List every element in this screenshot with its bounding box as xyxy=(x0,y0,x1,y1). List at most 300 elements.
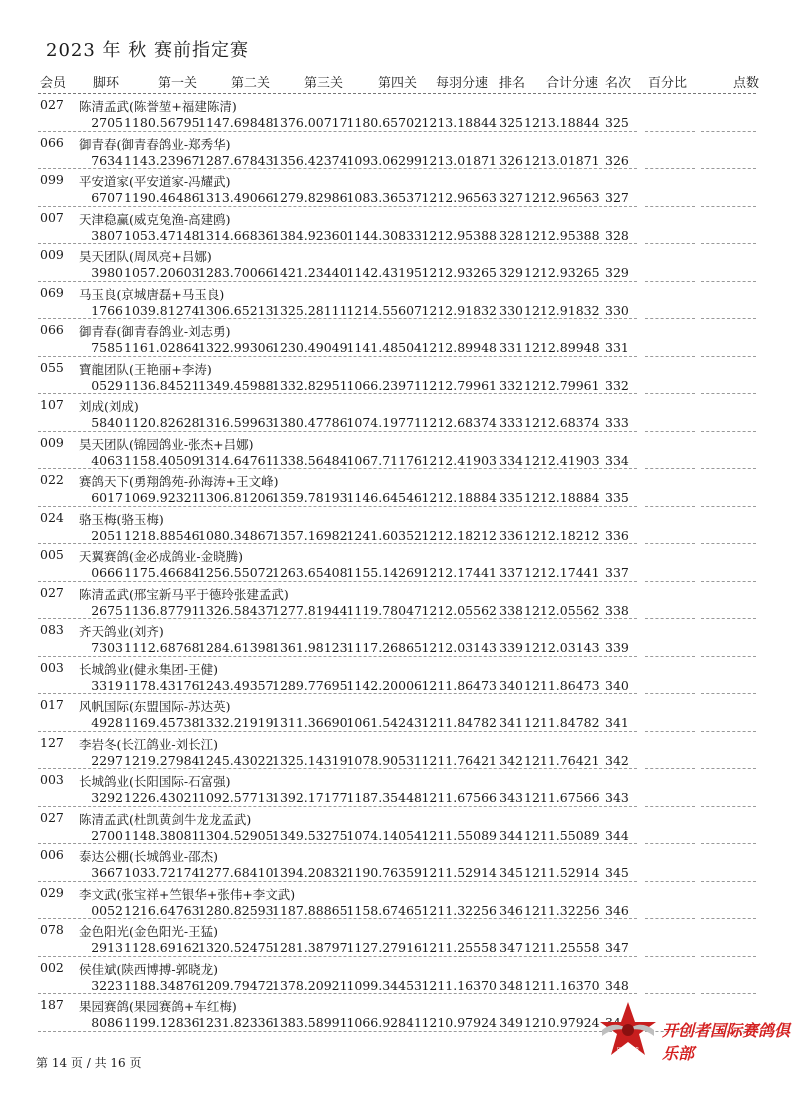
stage2-speed: 1280.82593 xyxy=(198,902,274,918)
table-row xyxy=(0,319,800,357)
ring-number: 2297 xyxy=(91,752,123,768)
page-footer: 第 14 页 / 共 16 页 xyxy=(36,1056,142,1070)
stage4-speed: 1117.26865 xyxy=(346,640,422,655)
header-member: 会员 xyxy=(40,76,67,91)
entrant-name: 骆玉梅(骆玉梅) xyxy=(79,511,164,527)
header-rank: 排名 xyxy=(499,76,526,91)
entrant-name: 马玉良(京城唐磊+马玉良) xyxy=(79,286,225,302)
stage4-speed: 1214.55607 xyxy=(346,302,422,318)
stage3-speed: 1376.00717 xyxy=(272,115,348,130)
table-row xyxy=(0,582,800,620)
stage3-speed: 1356.42374 xyxy=(272,152,348,168)
table-row xyxy=(0,282,800,320)
entrant-name: 泰达公棚(长城鸽业-邵杰) xyxy=(79,849,218,864)
member-id: 066 xyxy=(40,134,64,150)
total-speed: 1211.52914 xyxy=(524,865,600,880)
stage1-speed: 1180.56795 xyxy=(124,115,200,130)
ring-number: 3319 xyxy=(91,677,123,693)
stage1-speed: 1136.87791 xyxy=(124,602,200,618)
stage4-speed: 1158.67465 xyxy=(346,902,422,918)
table-row xyxy=(0,244,800,282)
stage3-speed: 1281.38797 xyxy=(272,940,348,955)
stage1-speed: 1143.23967 xyxy=(124,152,200,168)
stage2-speed: 1349.45988 xyxy=(198,377,274,393)
stage1-speed: 1161.02864 xyxy=(124,340,200,355)
stage2-speed: 1243.49357 xyxy=(198,677,274,693)
stage2-speed: 1092.57713 xyxy=(198,790,274,805)
entrant-name: 风帆国际(东盟国际-苏达英) xyxy=(79,699,231,714)
stage4-speed: 1119.78047 xyxy=(346,602,422,618)
stage1-speed: 1069.92321 xyxy=(124,490,200,505)
stage4-speed: 1061.54243 xyxy=(346,715,422,730)
avg-speed: 1210.97924 xyxy=(421,1015,497,1030)
rank: 326 xyxy=(499,152,523,168)
member-id: 009 xyxy=(40,247,64,262)
stage2-speed: 1304.52905 xyxy=(198,827,274,843)
rank: 328 xyxy=(499,227,523,243)
entrant-name: 赛鸽天下(勇翔鸽苑-孙海涛+王文峰) xyxy=(79,474,279,489)
avg-speed: 1212.68374 xyxy=(421,415,497,430)
stage3-speed: 1338.56484 xyxy=(272,452,348,468)
rank: 348 xyxy=(499,977,523,993)
total-speed: 1212.96563 xyxy=(524,190,600,205)
total-speed: 1211.25558 xyxy=(524,940,600,955)
stage4-speed: 1067.71176 xyxy=(346,452,422,468)
member-id: 024 xyxy=(40,509,64,525)
member-id: 083 xyxy=(40,622,64,637)
ring-number: 4928 xyxy=(91,715,123,730)
total-speed: 1212.95388 xyxy=(524,227,600,243)
stage1-speed: 1199.12836 xyxy=(124,1015,200,1030)
rank: 337 xyxy=(499,565,523,580)
stage4-speed: 1142.43195 xyxy=(346,265,422,280)
table-row xyxy=(0,394,800,432)
ring-number: 1766 xyxy=(91,302,123,318)
total-speed: 1212.68374 xyxy=(524,415,600,430)
stage3-speed: 1230.49049 xyxy=(272,340,348,355)
total-speed: 1212.91832 xyxy=(524,302,600,318)
stage1-speed: 1178.43176 xyxy=(124,677,200,693)
place: 338 xyxy=(605,602,629,618)
table-row xyxy=(0,619,800,657)
place: 335 xyxy=(605,490,629,505)
table-row xyxy=(0,694,800,732)
member-id: 027 xyxy=(40,809,64,825)
stage2-speed: 1283.70066 xyxy=(198,265,274,280)
stage3-speed: 1349.53275 xyxy=(272,827,348,843)
rank: 339 xyxy=(499,640,523,655)
avg-speed: 1211.84782 xyxy=(421,715,497,730)
rank: 344 xyxy=(499,827,523,843)
place: 329 xyxy=(605,265,629,280)
stage2-speed: 1080.34867 xyxy=(198,527,274,543)
stage2-speed: 1287.67843 xyxy=(198,152,274,168)
total-speed: 1211.76421 xyxy=(524,752,600,768)
avg-speed: 1212.17441 xyxy=(421,565,497,580)
place: 334 xyxy=(605,452,629,468)
member-id: 107 xyxy=(40,397,64,412)
stage2-speed: 1332.21919 xyxy=(198,715,274,730)
stage2-speed: 1277.68410 xyxy=(198,865,274,880)
place: 332 xyxy=(605,377,629,393)
avg-speed: 1211.55089 xyxy=(421,827,497,843)
stage1-speed: 1188.34876 xyxy=(124,977,200,993)
table-row xyxy=(0,169,800,207)
member-id: 069 xyxy=(40,284,64,300)
entrant-name: 陈清孟武(陈誉堃+福建陈清) xyxy=(79,99,237,114)
ring-number: 3223 xyxy=(91,977,123,993)
stage2-speed: 1231.82336 xyxy=(198,1015,274,1030)
table-row xyxy=(0,882,800,920)
avg-speed: 1212.91832 xyxy=(421,302,497,318)
avg-speed: 1211.67566 xyxy=(421,790,497,805)
member-id: 022 xyxy=(40,472,64,487)
entrant-name: 陈清孟武(杜凯黄剑牛龙龙孟武) xyxy=(79,811,252,827)
stage4-speed: 1187.35448 xyxy=(346,790,422,805)
header-total-speed: 合计分速 xyxy=(546,76,599,91)
ring-number: 0052 xyxy=(91,902,123,918)
table-row xyxy=(0,432,800,470)
stage3-speed: 1325.28111 xyxy=(272,302,348,318)
stage3-speed: 1359.78193 xyxy=(272,490,348,505)
total-speed: 1212.05562 xyxy=(524,602,600,618)
entrant-name: 李文武(张宝祥+竺银华+张伟+李文武) xyxy=(79,886,296,902)
rank: 346 xyxy=(499,902,523,918)
rank: 343 xyxy=(499,790,523,805)
avg-speed: 1213.01871 xyxy=(421,152,497,168)
header-stage1: 第一关 xyxy=(158,76,198,91)
stage4-speed: 1093.06299 xyxy=(346,152,422,168)
ring-number: 3667 xyxy=(91,865,123,880)
avg-speed: 1211.25558 xyxy=(421,940,497,955)
avg-speed: 1211.86473 xyxy=(421,677,497,693)
member-id: 099 xyxy=(40,172,64,187)
stage3-speed: 1263.65408 xyxy=(272,565,348,580)
entrant-name: 金色阳光(金色阳光-王猛) xyxy=(79,924,218,939)
place: 341 xyxy=(605,715,629,730)
place: 327 xyxy=(605,190,629,205)
stage3-speed: 1277.81944 xyxy=(272,602,348,618)
header-percent: 百分比 xyxy=(648,76,688,91)
stage2-speed: 1314.66836 xyxy=(198,227,274,243)
stage4-speed: 1141.48504 xyxy=(346,340,422,355)
avg-speed: 1211.32256 xyxy=(421,902,497,918)
header-points: 点数 xyxy=(733,76,760,91)
stage4-speed: 1074.19771 xyxy=(346,415,422,430)
stage3-speed: 1279.82986 xyxy=(272,190,348,205)
rank: 340 xyxy=(499,677,523,693)
stage1-speed: 1226.43021 xyxy=(124,790,200,805)
place: 346 xyxy=(605,902,629,918)
stage1-speed: 1120.82628 xyxy=(124,415,200,430)
stage2-speed: 1314.64761 xyxy=(198,452,274,468)
rank: 334 xyxy=(499,452,523,468)
place: 348 xyxy=(605,977,629,993)
stage2-speed: 1147.69848 xyxy=(198,115,274,130)
rank: 347 xyxy=(499,940,523,955)
place: 345 xyxy=(605,865,629,880)
total-speed: 1212.18884 xyxy=(524,490,600,505)
header-place: 名次 xyxy=(605,76,632,91)
member-id: 003 xyxy=(40,659,64,675)
total-speed: 1212.18212 xyxy=(524,527,600,543)
member-id: 127 xyxy=(40,734,64,750)
stage3-speed: 1421.23440 xyxy=(272,265,348,280)
header-speed: 每羽分速 xyxy=(436,76,489,91)
stage1-speed: 1190.46486 xyxy=(124,190,200,205)
member-id: 066 xyxy=(40,322,64,337)
table-header xyxy=(0,72,800,92)
stage1-speed: 1148.38081 xyxy=(124,827,200,843)
rank: 349 xyxy=(499,1015,523,1030)
stage1-speed: 1112.68768 xyxy=(124,640,200,655)
ring-number: 0529 xyxy=(91,377,123,393)
rank: 335 xyxy=(499,490,523,505)
stage3-speed: 1311.36690 xyxy=(272,715,348,730)
entrant-name: 昊天团队(锦园鸽业-张杰+吕娜) xyxy=(79,436,254,452)
stage2-speed: 1316.59963 xyxy=(198,415,274,430)
stage4-speed: 1066.23971 xyxy=(346,377,422,393)
place: 340 xyxy=(605,677,629,693)
total-speed: 1212.41903 xyxy=(524,452,600,468)
place: 326 xyxy=(605,152,629,168)
stage4-speed: 1066.92841 xyxy=(346,1015,422,1030)
place: 337 xyxy=(605,565,629,580)
member-id: 055 xyxy=(40,359,64,375)
stage1-speed: 1136.84521 xyxy=(124,377,200,393)
member-id: 187 xyxy=(40,997,64,1012)
rank: 338 xyxy=(499,602,523,618)
entrant-name: 长城鸽业(长阳国际-石富强) xyxy=(79,774,231,789)
total-speed: 1211.55089 xyxy=(524,827,600,843)
entrant-name: 刘成(刘成) xyxy=(79,399,139,414)
stage3-speed: 1384.92360 xyxy=(272,227,348,243)
table-row xyxy=(0,357,800,395)
stage4-speed: 1083.36537 xyxy=(346,190,422,205)
place: 344 xyxy=(605,827,629,843)
stage4-speed: 1142.20006 xyxy=(346,677,422,693)
total-speed: 1211.84782 xyxy=(524,715,600,730)
page-title: 2023 年 秋 赛前指定赛 xyxy=(46,40,249,61)
table-row xyxy=(0,657,800,695)
place: 342 xyxy=(605,752,629,768)
stage4-speed: 1127.27916 xyxy=(346,940,422,955)
stage3-speed: 1332.82951 xyxy=(272,377,348,393)
table-row xyxy=(0,469,800,507)
rank: 342 xyxy=(499,752,523,768)
rank: 332 xyxy=(499,377,523,393)
stage3-speed: 1325.14319 xyxy=(272,752,348,768)
stage4-speed: 1074.14054 xyxy=(346,827,422,843)
stage2-speed: 1313.49066 xyxy=(198,190,274,205)
place: 325 xyxy=(605,115,629,130)
rank: 341 xyxy=(499,715,523,730)
stage3-speed: 1361.98123 xyxy=(272,640,348,655)
stage1-speed: 1158.40509 xyxy=(124,452,200,468)
rank: 330 xyxy=(499,302,523,318)
stage3-speed: 1380.47786 xyxy=(272,415,348,430)
table-row xyxy=(0,132,800,170)
ring-number: 2051 xyxy=(91,527,123,543)
ring-number: 0666 xyxy=(91,565,123,580)
row-divider xyxy=(38,1031,637,1032)
stage2-speed: 1284.61398 xyxy=(198,640,274,655)
results-table xyxy=(0,94,800,1032)
member-id: 029 xyxy=(40,884,64,900)
table-row xyxy=(0,769,800,807)
total-speed: 1213.18844 xyxy=(524,115,600,130)
ring-number: 6017 xyxy=(91,490,123,505)
place: 336 xyxy=(605,527,629,543)
ring-number: 7634 xyxy=(91,152,123,168)
member-id: 027 xyxy=(40,584,64,600)
stage3-speed: 1383.58991 xyxy=(272,1015,348,1030)
stage2-speed: 1320.52475 xyxy=(198,940,274,955)
entrant-name: 齐天鸽业(刘齐) xyxy=(79,624,164,639)
stage2-speed: 1209.79472 xyxy=(198,977,274,993)
stage4-speed: 1144.30833 xyxy=(346,227,422,243)
avg-speed: 1212.79961 xyxy=(421,377,497,393)
rank: 345 xyxy=(499,865,523,880)
stage2-speed: 1306.81206 xyxy=(198,490,274,505)
entrant-name: 天津稳赢(威克兔渔-高建鸥) xyxy=(79,211,231,227)
avg-speed: 1212.41903 xyxy=(421,452,497,468)
stage1-speed: 1169.45738 xyxy=(124,715,200,730)
member-id: 078 xyxy=(40,922,64,937)
entrant-name: 陈清孟武(邢宝新马平于德玲张建孟武) xyxy=(79,586,289,602)
table-row xyxy=(0,844,800,882)
stage1-speed: 1057.20603 xyxy=(124,265,200,280)
member-id: 006 xyxy=(40,847,64,862)
place: 330 xyxy=(605,302,629,318)
total-speed: 1212.03143 xyxy=(524,640,600,655)
stage4-speed: 1190.76359 xyxy=(346,865,422,880)
stage3-speed: 1187.88865 xyxy=(272,902,348,918)
avg-speed: 1212.18884 xyxy=(421,490,497,505)
total-speed: 1211.67566 xyxy=(524,790,600,805)
table-row xyxy=(0,94,800,132)
ring-number: 3980 xyxy=(91,265,123,280)
entrant-name: 侯佳斌(陕西博搏-郭晓龙) xyxy=(79,961,218,977)
avg-speed: 1211.52914 xyxy=(421,865,497,880)
avg-speed: 1211.76421 xyxy=(421,752,497,768)
header-stage4: 第四关 xyxy=(378,76,418,91)
ring-number: 2913 xyxy=(91,940,123,955)
total-speed: 1212.93265 xyxy=(524,265,600,280)
entrant-name: 李岩冬(长江鸽业-刘长江) xyxy=(79,736,218,752)
ring-number: 2705 xyxy=(91,115,123,130)
avg-speed: 1212.93265 xyxy=(421,265,497,280)
entrant-name: 果园赛鸽(果园赛鸽+车红梅) xyxy=(79,999,237,1014)
table-row xyxy=(0,807,800,845)
stage3-speed: 1289.77695 xyxy=(272,677,348,693)
rank: 333 xyxy=(499,415,523,430)
entrant-name: 御青春(御青春鸽业-郑秀华) xyxy=(79,136,231,152)
total-speed: 1212.17441 xyxy=(524,565,600,580)
stage1-speed: 1175.46684 xyxy=(124,565,200,580)
entrant-name: 长城鸽业(健永集团-王健) xyxy=(79,661,218,677)
table-row xyxy=(0,957,800,995)
header-ring: 脚环 xyxy=(93,76,120,91)
star-badge-icon xyxy=(598,1000,668,1060)
stage1-speed: 1219.27984 xyxy=(124,752,200,768)
avg-speed: 1212.95388 xyxy=(421,227,497,243)
table-row xyxy=(0,919,800,957)
stage1-speed: 1053.47148 xyxy=(124,227,200,243)
total-speed: 1211.86473 xyxy=(524,677,600,693)
stage1-speed: 1216.64763 xyxy=(124,902,200,918)
header-stage3: 第三关 xyxy=(304,76,344,91)
stage3-speed: 1378.20921 xyxy=(272,977,348,993)
stage1-speed: 1128.69162 xyxy=(124,940,200,955)
place: 347 xyxy=(605,940,629,955)
avg-speed: 1211.16370 xyxy=(421,977,497,993)
stage4-speed: 1146.64546 xyxy=(346,490,422,505)
table-row xyxy=(0,207,800,245)
total-speed: 1212.89948 xyxy=(524,340,600,355)
avg-speed: 1213.18844 xyxy=(421,115,497,130)
ring-number: 7303 xyxy=(91,640,123,655)
place: 331 xyxy=(605,340,629,355)
avg-speed: 1212.96563 xyxy=(421,190,497,205)
member-id: 003 xyxy=(40,772,64,787)
ring-number: 6707 xyxy=(91,190,123,205)
stage2-speed: 1322.99306 xyxy=(198,340,274,355)
stage2-speed: 1256.55072 xyxy=(198,565,274,580)
avg-speed: 1212.05562 xyxy=(421,602,497,618)
rank: 331 xyxy=(499,340,523,355)
total-speed: 1210.97924 xyxy=(524,1015,600,1030)
entrant-name: 天翼赛鸽(金必成鸽业-金晓腾) xyxy=(79,549,243,564)
place: 339 xyxy=(605,640,629,655)
entrant-name: 昊天团队(周凤亮+吕娜) xyxy=(79,249,212,264)
stage4-speed: 1180.65702 xyxy=(346,115,422,130)
ring-number: 4063 xyxy=(91,452,123,468)
place: 343 xyxy=(605,790,629,805)
rank: 327 xyxy=(499,190,523,205)
header-stage2: 第二关 xyxy=(231,76,271,91)
member-id: 009 xyxy=(40,434,64,450)
ring-number: 5840 xyxy=(91,415,123,430)
stage4-speed: 1241.60352 xyxy=(346,527,422,543)
total-speed: 1211.32256 xyxy=(524,902,600,918)
stage1-speed: 1039.81274 xyxy=(124,302,200,318)
avg-speed: 1212.18212 xyxy=(421,527,497,543)
ring-number: 2675 xyxy=(91,602,123,618)
member-id: 005 xyxy=(40,547,64,562)
stage1-speed: 1033.72174 xyxy=(124,865,200,880)
total-speed: 1213.01871 xyxy=(524,152,600,168)
member-id: 027 xyxy=(40,97,64,112)
stage3-speed: 1357.16982 xyxy=(272,527,348,543)
ring-number: 2700 xyxy=(91,827,123,843)
total-speed: 1212.79961 xyxy=(524,377,600,393)
stage2-speed: 1306.65213 xyxy=(198,302,274,318)
avg-speed: 1212.03143 xyxy=(421,640,497,655)
stage4-speed: 1155.14269 xyxy=(346,565,422,580)
stage4-speed: 1078.90531 xyxy=(346,752,422,768)
total-speed: 1211.16370 xyxy=(524,977,600,993)
rank: 336 xyxy=(499,527,523,543)
rank: 329 xyxy=(499,265,523,280)
entrant-name: 平安道家(平安道家-冯耀武) xyxy=(79,174,231,189)
stage3-speed: 1392.17177 xyxy=(272,790,348,805)
entrant-name: 寶龍团队(王艳丽+李涛) xyxy=(79,361,212,377)
ring-number: 7585 xyxy=(91,340,123,355)
member-id: 017 xyxy=(40,697,64,712)
stage2-speed: 1245.43022 xyxy=(198,752,274,768)
member-id: 002 xyxy=(40,959,64,975)
